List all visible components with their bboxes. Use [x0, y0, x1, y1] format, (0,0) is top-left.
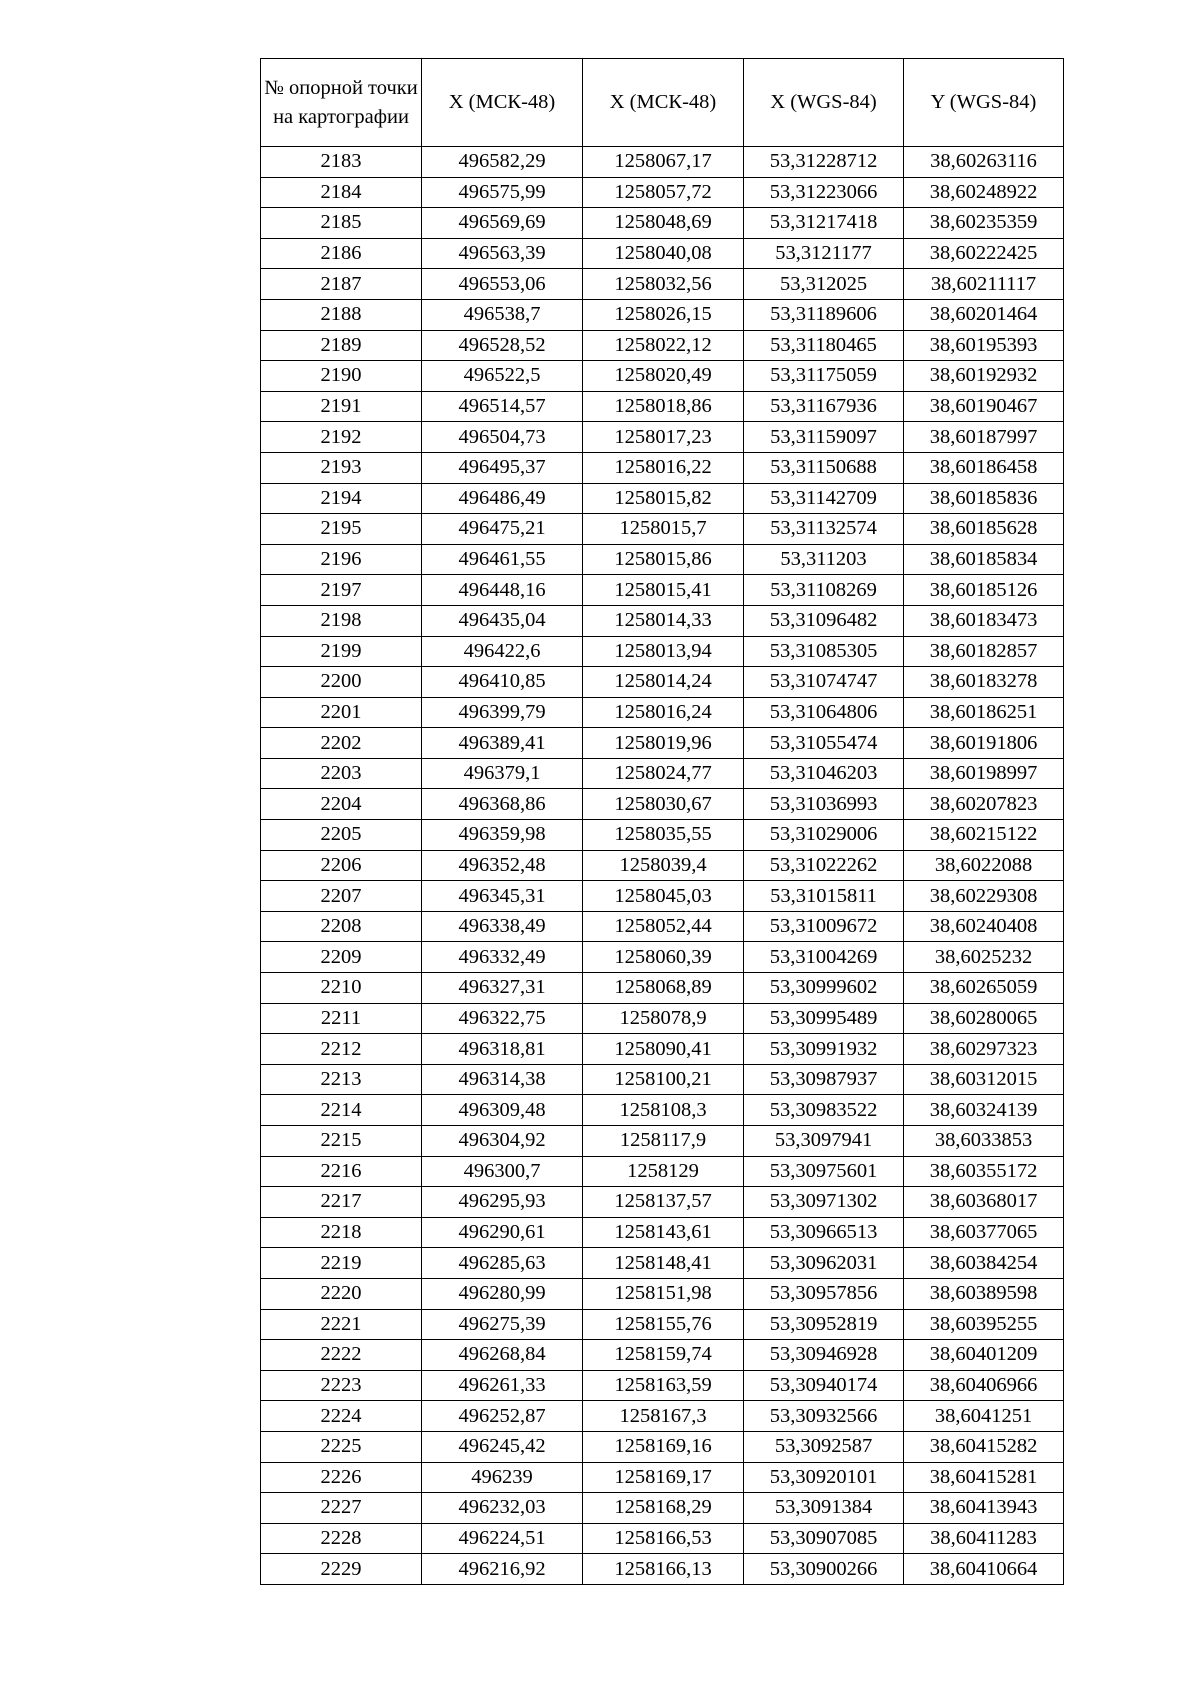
table-row [261, 789, 1064, 820]
cell-x-msk48-second: 1258159,74 [583, 1340, 744, 1371]
cell-x-msk48: 496399,79 [422, 697, 583, 728]
cell-y-wgs84: 38,60182857 [904, 636, 1064, 667]
table-row [261, 422, 1064, 453]
table-row [261, 1462, 1064, 1493]
cell-point-number: 2194 [261, 483, 422, 514]
cell-x-wgs84: 53,31189606 [744, 299, 904, 330]
table-row [261, 1248, 1064, 1279]
cell-x-wgs84: 53,30966513 [744, 1217, 904, 1248]
table-row [261, 758, 1064, 789]
cell-x-msk48-second: 1258060,39 [583, 942, 744, 973]
cell-x-wgs84: 53,31055474 [744, 728, 904, 759]
cell-x-msk48-second: 1258022,12 [583, 330, 744, 361]
cell-x-wgs84: 53,30920101 [744, 1462, 904, 1493]
cell-x-msk48-second: 1258100,21 [583, 1064, 744, 1095]
cell-x-msk48-second: 1258052,44 [583, 911, 744, 942]
cell-x-wgs84: 53,30987937 [744, 1064, 904, 1095]
table-row [261, 1340, 1064, 1371]
cell-x-msk48: 496261,33 [422, 1370, 583, 1401]
cell-x-msk48: 496563,39 [422, 238, 583, 269]
cell-x-msk48: 496285,63 [422, 1248, 583, 1279]
cell-y-wgs84: 38,6033853 [904, 1126, 1064, 1157]
table-row [261, 973, 1064, 1004]
cell-x-wgs84: 53,31223066 [744, 177, 904, 208]
cell-x-msk48: 496232,03 [422, 1493, 583, 1524]
cell-y-wgs84: 38,60207823 [904, 789, 1064, 820]
table-row [261, 911, 1064, 942]
cell-point-number: 2197 [261, 575, 422, 606]
cell-point-number: 2189 [261, 330, 422, 361]
cell-point-number: 2200 [261, 667, 422, 698]
cell-x-wgs84: 53,311203 [744, 544, 904, 575]
cell-x-wgs84: 53,3097941 [744, 1126, 904, 1157]
table-row [261, 575, 1064, 606]
cell-x-wgs84: 53,31096482 [744, 605, 904, 636]
cell-x-wgs84: 53,30957856 [744, 1278, 904, 1309]
cell-point-number: 2219 [261, 1248, 422, 1279]
header-y-wgs84: Y (WGS-84) [904, 59, 1064, 147]
cell-x-msk48: 496252,87 [422, 1401, 583, 1432]
cell-y-wgs84: 38,60312015 [904, 1064, 1064, 1095]
cell-x-msk48: 496410,85 [422, 667, 583, 698]
cell-y-wgs84: 38,60263116 [904, 147, 1064, 178]
cell-x-wgs84: 53,30932566 [744, 1401, 904, 1432]
cell-point-number: 2206 [261, 850, 422, 881]
cell-point-number: 2215 [261, 1126, 422, 1157]
cell-y-wgs84: 38,60211117 [904, 269, 1064, 300]
cell-x-msk48: 496280,99 [422, 1278, 583, 1309]
cell-x-msk48: 496327,31 [422, 973, 583, 1004]
cell-x-wgs84: 53,30900266 [744, 1554, 904, 1585]
cell-x-msk48-second: 1258078,9 [583, 1003, 744, 1034]
cell-point-number: 2222 [261, 1340, 422, 1371]
cell-x-wgs84: 53,31159097 [744, 422, 904, 453]
cell-x-msk48-second: 1258015,7 [583, 514, 744, 545]
cell-x-wgs84: 53,30940174 [744, 1370, 904, 1401]
cell-point-number: 2216 [261, 1156, 422, 1187]
table-row [261, 1278, 1064, 1309]
cell-y-wgs84: 38,60377065 [904, 1217, 1064, 1248]
cell-x-wgs84: 53,30962031 [744, 1248, 904, 1279]
cell-x-wgs84: 53,30999602 [744, 973, 904, 1004]
table-row [261, 1156, 1064, 1187]
cell-x-msk48: 496318,81 [422, 1034, 583, 1065]
cell-point-number: 2221 [261, 1309, 422, 1340]
cell-y-wgs84: 38,60401209 [904, 1340, 1064, 1371]
cell-point-number: 2201 [261, 697, 422, 728]
cell-x-msk48-second: 1258040,08 [583, 238, 744, 269]
cell-y-wgs84: 38,60195393 [904, 330, 1064, 361]
cell-x-wgs84: 53,30991932 [744, 1034, 904, 1065]
cell-x-msk48-second: 1258014,33 [583, 605, 744, 636]
cell-point-number: 2192 [261, 422, 422, 453]
cell-x-msk48: 496359,98 [422, 820, 583, 851]
cell-x-msk48: 496379,1 [422, 758, 583, 789]
cell-x-msk48: 496295,93 [422, 1187, 583, 1218]
table-row [261, 942, 1064, 973]
cell-x-wgs84: 53,30983522 [744, 1095, 904, 1126]
cell-x-msk48-second: 1258026,15 [583, 299, 744, 330]
cell-x-msk48-second: 1258169,17 [583, 1462, 744, 1493]
cell-x-msk48-second: 1258057,72 [583, 177, 744, 208]
cell-point-number: 2218 [261, 1217, 422, 1248]
table-row [261, 452, 1064, 483]
cell-x-wgs84: 53,31022262 [744, 850, 904, 881]
cell-y-wgs84: 38,60187997 [904, 422, 1064, 453]
cell-x-msk48-second: 1258148,41 [583, 1248, 744, 1279]
cell-point-number: 2217 [261, 1187, 422, 1218]
cell-x-msk48: 496239 [422, 1462, 583, 1493]
cell-point-number: 2191 [261, 391, 422, 422]
cell-x-msk48: 496475,21 [422, 514, 583, 545]
table-row [261, 514, 1064, 545]
header-point-number: № опорной точки на картографии [261, 59, 422, 147]
table-row [261, 269, 1064, 300]
table-row [261, 544, 1064, 575]
cell-x-msk48-second: 1258015,86 [583, 544, 744, 575]
cell-x-msk48-second: 1258169,16 [583, 1431, 744, 1462]
cell-x-msk48-second: 1258167,3 [583, 1401, 744, 1432]
cell-x-msk48-second: 1258032,56 [583, 269, 744, 300]
cell-x-wgs84: 53,3092587 [744, 1431, 904, 1462]
cell-point-number: 2204 [261, 789, 422, 820]
table-row [261, 728, 1064, 759]
cell-x-msk48-second: 1258024,77 [583, 758, 744, 789]
cell-x-msk48: 496332,49 [422, 942, 583, 973]
cell-x-msk48-second: 1258030,67 [583, 789, 744, 820]
header-x-wgs84: X (WGS-84) [744, 59, 904, 147]
header-x-msk48-second: X (МСК-48) [583, 59, 744, 147]
cell-point-number: 2185 [261, 208, 422, 239]
table-row [261, 330, 1064, 361]
cell-point-number: 2193 [261, 452, 422, 483]
cell-x-wgs84: 53,30907085 [744, 1523, 904, 1554]
cell-y-wgs84: 38,60186251 [904, 697, 1064, 728]
table-row [261, 1003, 1064, 1034]
cell-x-msk48-second: 1258016,22 [583, 452, 744, 483]
cell-x-wgs84: 53,31217418 [744, 208, 904, 239]
cell-x-msk48-second: 1258129 [583, 1156, 744, 1187]
cell-point-number: 2229 [261, 1554, 422, 1585]
cell-y-wgs84: 38,60183473 [904, 605, 1064, 636]
cell-point-number: 2199 [261, 636, 422, 667]
cell-x-msk48: 496345,31 [422, 881, 583, 912]
cell-y-wgs84: 38,60229308 [904, 881, 1064, 912]
table-row [261, 881, 1064, 912]
cell-point-number: 2213 [261, 1064, 422, 1095]
cell-point-number: 2188 [261, 299, 422, 330]
cell-point-number: 2212 [261, 1034, 422, 1065]
table-row [261, 1217, 1064, 1248]
cell-y-wgs84: 38,60355172 [904, 1156, 1064, 1187]
table-row [261, 1187, 1064, 1218]
table-header [261, 59, 1064, 147]
cell-point-number: 2205 [261, 820, 422, 851]
cell-x-msk48: 496582,29 [422, 147, 583, 178]
cell-x-msk48-second: 1258143,61 [583, 1217, 744, 1248]
cell-y-wgs84: 38,60190467 [904, 391, 1064, 422]
cell-point-number: 2198 [261, 605, 422, 636]
cell-x-wgs84: 53,31074747 [744, 667, 904, 698]
cell-point-number: 2210 [261, 973, 422, 1004]
table-row [261, 1523, 1064, 1554]
cell-x-msk48: 496368,86 [422, 789, 583, 820]
cell-point-number: 2195 [261, 514, 422, 545]
cell-x-msk48-second: 1258015,82 [583, 483, 744, 514]
cell-y-wgs84: 38,60389598 [904, 1278, 1064, 1309]
cell-x-msk48-second: 1258017,23 [583, 422, 744, 453]
cell-x-msk48: 496245,42 [422, 1431, 583, 1462]
cell-x-msk48-second: 1258151,98 [583, 1278, 744, 1309]
cell-x-msk48-second: 1258015,41 [583, 575, 744, 606]
cell-y-wgs84: 38,60411283 [904, 1523, 1064, 1554]
cell-point-number: 2209 [261, 942, 422, 973]
cell-y-wgs84: 38,60183278 [904, 667, 1064, 698]
cell-point-number: 2211 [261, 1003, 422, 1034]
cell-point-number: 2223 [261, 1370, 422, 1401]
cell-x-wgs84: 53,30971302 [744, 1187, 904, 1218]
cell-x-msk48: 496268,84 [422, 1340, 583, 1371]
table-row [261, 1126, 1064, 1157]
cell-point-number: 2196 [261, 544, 422, 575]
cell-x-wgs84: 53,30952819 [744, 1309, 904, 1340]
cell-point-number: 2183 [261, 147, 422, 178]
cell-point-number: 2203 [261, 758, 422, 789]
cell-x-msk48-second: 1258013,94 [583, 636, 744, 667]
cell-point-number: 2225 [261, 1431, 422, 1462]
cell-x-msk48: 496495,37 [422, 452, 583, 483]
cell-x-msk48: 496575,99 [422, 177, 583, 208]
cell-x-msk48-second: 1258068,89 [583, 973, 744, 1004]
cell-x-wgs84: 53,3121177 [744, 238, 904, 269]
table-row [261, 1401, 1064, 1432]
cell-y-wgs84: 38,6025232 [904, 942, 1064, 973]
cell-x-msk48: 496290,61 [422, 1217, 583, 1248]
cell-point-number: 2220 [261, 1278, 422, 1309]
cell-y-wgs84: 38,60368017 [904, 1187, 1064, 1218]
cell-y-wgs84: 38,60324139 [904, 1095, 1064, 1126]
cell-x-wgs84: 53,31009672 [744, 911, 904, 942]
cell-x-wgs84: 53,31167936 [744, 391, 904, 422]
cell-x-msk48: 496224,51 [422, 1523, 583, 1554]
cell-point-number: 2208 [261, 911, 422, 942]
cell-x-wgs84: 53,31180465 [744, 330, 904, 361]
cell-x-msk48-second: 1258117,9 [583, 1126, 744, 1157]
cell-x-wgs84: 53,3091384 [744, 1493, 904, 1524]
table-row [261, 299, 1064, 330]
coordinates-table [260, 58, 1064, 1585]
cell-x-msk48: 496461,55 [422, 544, 583, 575]
cell-point-number: 2214 [261, 1095, 422, 1126]
table-row [261, 850, 1064, 881]
document-page [260, 58, 1064, 1585]
cell-y-wgs84: 38,60280065 [904, 1003, 1064, 1034]
cell-x-wgs84: 53,31108269 [744, 575, 904, 606]
cell-x-wgs84: 53,312025 [744, 269, 904, 300]
cell-x-msk48-second: 1258035,55 [583, 820, 744, 851]
cell-x-wgs84: 53,31142709 [744, 483, 904, 514]
cell-x-msk48: 496538,7 [422, 299, 583, 330]
cell-x-msk48: 496352,48 [422, 850, 583, 881]
cell-x-msk48: 496300,7 [422, 1156, 583, 1187]
cell-x-msk48-second: 1258155,76 [583, 1309, 744, 1340]
header-row [261, 59, 1064, 147]
cell-y-wgs84: 38,60415281 [904, 1462, 1064, 1493]
cell-x-msk48-second: 1258014,24 [583, 667, 744, 698]
table-row [261, 820, 1064, 851]
cell-y-wgs84: 38,60413943 [904, 1493, 1064, 1524]
cell-x-msk48-second: 1258166,53 [583, 1523, 744, 1554]
cell-point-number: 2202 [261, 728, 422, 759]
table-row [261, 636, 1064, 667]
cell-point-number: 2228 [261, 1523, 422, 1554]
cell-y-wgs84: 38,60185126 [904, 575, 1064, 606]
cell-y-wgs84: 38,60192932 [904, 361, 1064, 392]
cell-x-msk48: 496448,16 [422, 575, 583, 606]
cell-x-wgs84: 53,31228712 [744, 147, 904, 178]
cell-x-msk48: 496389,41 [422, 728, 583, 759]
table-row [261, 1554, 1064, 1585]
cell-point-number: 2184 [261, 177, 422, 208]
cell-x-msk48: 496504,73 [422, 422, 583, 453]
cell-x-msk48: 496322,75 [422, 1003, 583, 1034]
cell-x-wgs84: 53,31085305 [744, 636, 904, 667]
table-row [261, 483, 1064, 514]
cell-x-msk48: 496553,06 [422, 269, 583, 300]
cell-point-number: 2224 [261, 1401, 422, 1432]
cell-y-wgs84: 38,60185834 [904, 544, 1064, 575]
cell-x-wgs84: 53,31036993 [744, 789, 904, 820]
cell-x-msk48-second: 1258166,13 [583, 1554, 744, 1585]
cell-x-msk48: 496435,04 [422, 605, 583, 636]
cell-x-wgs84: 53,31029006 [744, 820, 904, 851]
cell-x-msk48: 496569,69 [422, 208, 583, 239]
cell-x-msk48: 496514,57 [422, 391, 583, 422]
cell-x-msk48-second: 1258108,3 [583, 1095, 744, 1126]
cell-x-msk48-second: 1258016,24 [583, 697, 744, 728]
cell-x-msk48: 496314,38 [422, 1064, 583, 1095]
cell-x-msk48-second: 1258019,96 [583, 728, 744, 759]
table-row [261, 208, 1064, 239]
cell-x-msk48: 496304,92 [422, 1126, 583, 1157]
cell-x-msk48: 496522,5 [422, 361, 583, 392]
cell-x-msk48-second: 1258137,57 [583, 1187, 744, 1218]
cell-y-wgs84: 38,60186458 [904, 452, 1064, 483]
table-row [261, 1309, 1064, 1340]
cell-x-msk48-second: 1258018,86 [583, 391, 744, 422]
table-row [261, 361, 1064, 392]
table-row [261, 605, 1064, 636]
table-row [261, 697, 1064, 728]
table-row [261, 1034, 1064, 1065]
cell-x-wgs84: 53,30946928 [744, 1340, 904, 1371]
cell-y-wgs84: 38,60406966 [904, 1370, 1064, 1401]
table-row [261, 1431, 1064, 1462]
cell-y-wgs84: 38,6041251 [904, 1401, 1064, 1432]
table-body [261, 147, 1064, 1585]
cell-y-wgs84: 38,60410664 [904, 1554, 1064, 1585]
cell-y-wgs84: 38,60265059 [904, 973, 1064, 1004]
cell-x-msk48-second: 1258168,29 [583, 1493, 744, 1524]
cell-x-msk48-second: 1258048,69 [583, 208, 744, 239]
cell-y-wgs84: 38,60215122 [904, 820, 1064, 851]
cell-y-wgs84: 38,60185628 [904, 514, 1064, 545]
cell-y-wgs84: 38,60297323 [904, 1034, 1064, 1065]
cell-x-wgs84: 53,31015811 [744, 881, 904, 912]
cell-y-wgs84: 38,60222425 [904, 238, 1064, 269]
cell-y-wgs84: 38,60415282 [904, 1431, 1064, 1462]
cell-x-msk48: 496216,92 [422, 1554, 583, 1585]
cell-x-msk48: 496422,6 [422, 636, 583, 667]
cell-point-number: 2186 [261, 238, 422, 269]
table-row [261, 1095, 1064, 1126]
cell-x-msk48-second: 1258039,4 [583, 850, 744, 881]
cell-y-wgs84: 38,60395255 [904, 1309, 1064, 1340]
cell-y-wgs84: 38,60185836 [904, 483, 1064, 514]
table-row [261, 391, 1064, 422]
cell-point-number: 2207 [261, 881, 422, 912]
table-row [261, 1493, 1064, 1524]
cell-y-wgs84: 38,60191806 [904, 728, 1064, 759]
cell-x-msk48: 496528,52 [422, 330, 583, 361]
cell-point-number: 2227 [261, 1493, 422, 1524]
cell-x-wgs84: 53,30975601 [744, 1156, 904, 1187]
table-row [261, 238, 1064, 269]
table-row [261, 177, 1064, 208]
cell-x-wgs84: 53,31046203 [744, 758, 904, 789]
cell-x-msk48-second: 1258163,59 [583, 1370, 744, 1401]
cell-x-msk48-second: 1258045,03 [583, 881, 744, 912]
cell-y-wgs84: 38,60240408 [904, 911, 1064, 942]
cell-x-msk48: 496486,49 [422, 483, 583, 514]
cell-y-wgs84: 38,60198997 [904, 758, 1064, 789]
cell-y-wgs84: 38,60201464 [904, 299, 1064, 330]
table-row [261, 147, 1064, 178]
header-x-msk48: X (МСК-48) [422, 59, 583, 147]
cell-y-wgs84: 38,60248922 [904, 177, 1064, 208]
cell-x-msk48: 496309,48 [422, 1095, 583, 1126]
cell-point-number: 2187 [261, 269, 422, 300]
cell-x-wgs84: 53,31150688 [744, 452, 904, 483]
cell-y-wgs84: 38,60384254 [904, 1248, 1064, 1279]
cell-x-msk48-second: 1258020,49 [583, 361, 744, 392]
cell-y-wgs84: 38,6022088 [904, 850, 1064, 881]
cell-point-number: 2226 [261, 1462, 422, 1493]
cell-x-wgs84: 53,31175059 [744, 361, 904, 392]
cell-point-number: 2190 [261, 361, 422, 392]
cell-x-msk48: 496275,39 [422, 1309, 583, 1340]
cell-x-wgs84: 53,31064806 [744, 697, 904, 728]
cell-x-msk48: 496338,49 [422, 911, 583, 942]
table-row [261, 1370, 1064, 1401]
cell-x-msk48-second: 1258090,41 [583, 1034, 744, 1065]
cell-x-wgs84: 53,31132574 [744, 514, 904, 545]
cell-x-wgs84: 53,31004269 [744, 942, 904, 973]
cell-x-wgs84: 53,30995489 [744, 1003, 904, 1034]
table-row [261, 1064, 1064, 1095]
table-row [261, 667, 1064, 698]
cell-x-msk48-second: 1258067,17 [583, 147, 744, 178]
cell-y-wgs84: 38,60235359 [904, 208, 1064, 239]
